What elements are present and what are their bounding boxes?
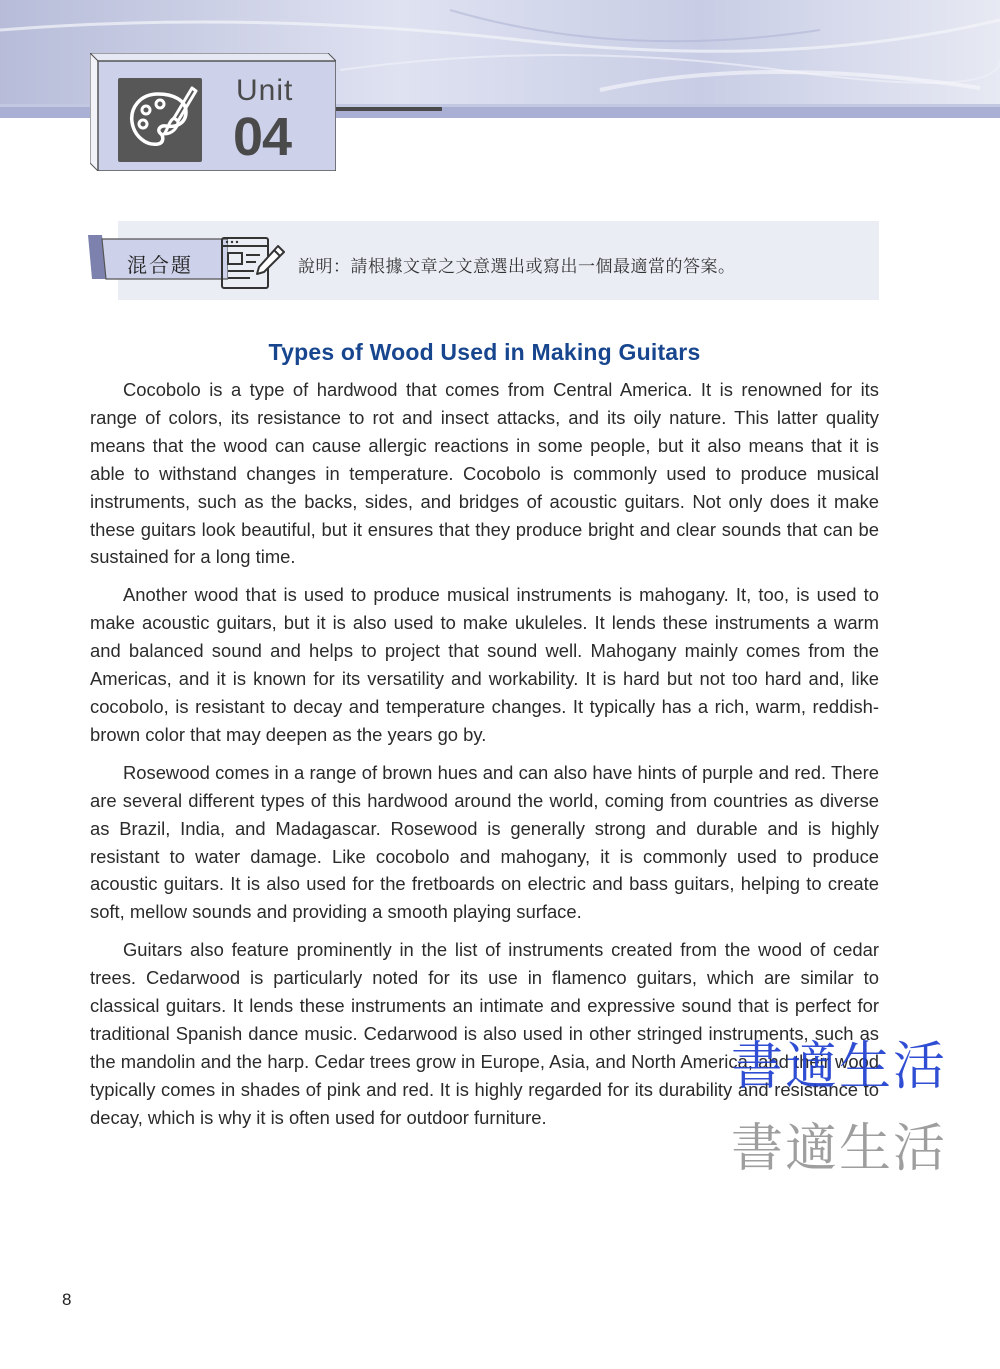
article-title: Types of Wood Used in Making Guitars bbox=[268, 339, 701, 365]
question-type-label: 混合題 bbox=[127, 255, 193, 277]
paragraph-rosewood: Rosewood comes in a range of brown hues and can also have hints of purple and red. There are several different types of this hardwood around the world, coming from countries as diverse as Brazil, India, and Madagascar. Rosewood is generally strong and durable and is highly resistant to water damage. Like cocobolo and mahogany, it is commonly used to produce acoustic guitars. It is also used for the fretboards on electric and bass guitars, helping to create soft, mellow sounds and providing a smooth playing surface. bbox=[90, 761, 879, 923]
unit-number: 04 bbox=[233, 107, 292, 167]
instruction-text: 說明：請根據文章之文意選出或寫出一個最適當的答案。 bbox=[298, 257, 736, 276]
page-number: 8 bbox=[62, 1290, 72, 1309]
paragraph-mahogany: Another wood that is used to produce musical instruments is mahogany. It, too, is used to make acoustic guitars, but it is also used to make ukuleles. It lends these instruments a warm and balanced sound and helps to project that sound well. Mahogany mainly comes from the Americas, and it is known for its versatility and workability. It is hard but not too hard and, like cocobolo, is resistant to decay and temperature changes. It typically has a rich, warm, reddish-brown color that may deepen as the years go by. bbox=[90, 584, 879, 745]
banner-accent-line bbox=[336, 107, 442, 111]
watermark-primary: 書適生活 bbox=[731, 1037, 948, 1097]
paragraph-cocobolo: Cocobolo is a type of hardwood that comes from Central America. It is renowned for its range of colors, its resistance to rot and insect attacks, and its oily nature. This latter quality means that the wood can cause allergic reactions in some people, but it also means that it is able to withstand changes in temperature. Cocobolo is commonly used to produce musical instruments, such as the backs, sides, and bridges of acoustic guitars. Not only does it make these guitars look beautiful, but it ensures that they produce bright and clear sounds that can be sustained for a long time. bbox=[90, 379, 879, 568]
palette-brush-icon bbox=[118, 78, 202, 162]
document-pencil-icon bbox=[220, 236, 286, 290]
watermark-secondary: 書適生活 bbox=[731, 1119, 948, 1179]
unit-label: Unit bbox=[236, 74, 294, 107]
paragraph-cedar: Guitars also feature prominently in the list of instruments created from the wood of cedar trees. Cedarwood is particularly noted for its use in flamenco guitars, which are similar to classical guitars. It lends these instruments an intimate and expressive sound that is perfect for traditional Spanish dance music. Cedarwood is also used in other stringed instruments, such as the mandolin and the harp. Cedar trees grow in Europe, Asia, and North America, and their wood typically comes in shades of pink and red. It is highly regarded for its durability and resistance to decay, which is why it is often used for outdoor furniture. bbox=[90, 939, 879, 1128]
